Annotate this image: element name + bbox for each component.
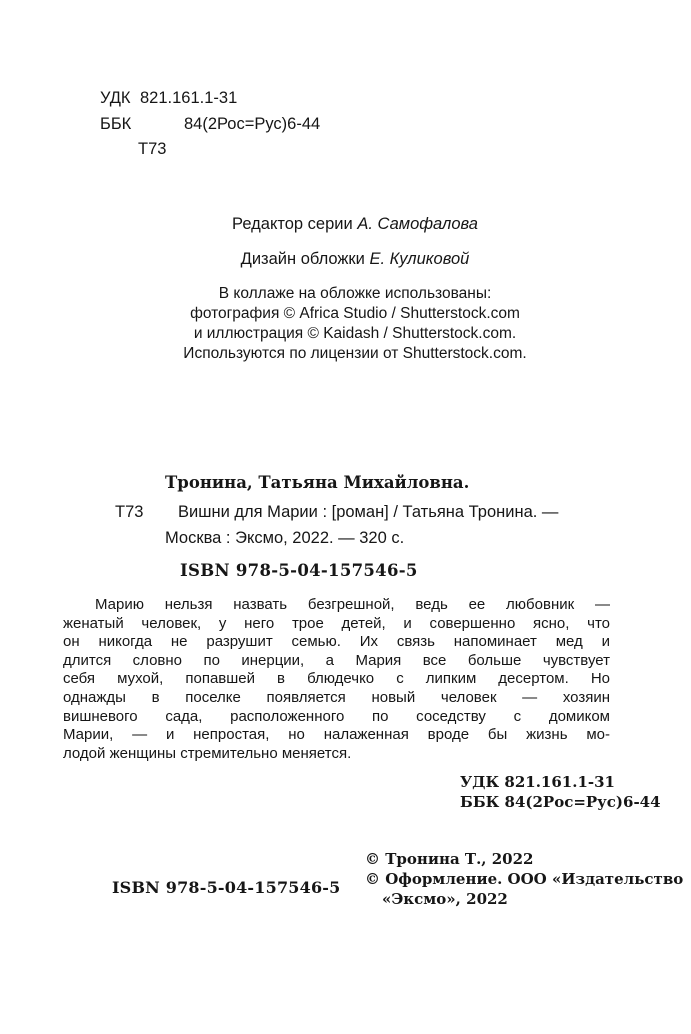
- annotation-line: женатый человек, у него трое детей, и совершенно ясно, что: [63, 614, 610, 632]
- author-heading: Тронина, Татьяна Михайловна.: [165, 473, 470, 492]
- collage-credit-line: и иллюстрация © Kaidash / Shutterstock.com.: [193, 325, 517, 342]
- annotation-line: лодой женщины стремительно меняется.: [63, 744, 352, 762]
- collage-credits-block: [25, 284, 685, 364]
- annotation-line: вишневого сада, расположенного по соседству с домиком: [63, 707, 610, 725]
- bbk-line: [100, 112, 320, 138]
- catalog-entry: [165, 500, 633, 551]
- author-sign: Т73: [138, 140, 167, 158]
- copyright-author-line: © Тронина Т., 2022: [365, 850, 534, 868]
- copyright-design-line: © Оформление. ООО «Издательство: [365, 870, 684, 888]
- series-editor-label: Редактор серии: [232, 215, 353, 233]
- series-editor-name: А. Самофалова: [357, 215, 478, 233]
- udk-label: УДК: [100, 89, 131, 107]
- cover-designer-name: Е. Куликовой: [369, 250, 470, 268]
- udk-bbk-right-block: [460, 772, 661, 812]
- udk-right-line: УДК 821.161.1-31: [460, 773, 615, 791]
- catalog-sign: Т73: [115, 503, 144, 521]
- credits-block: [25, 214, 685, 364]
- annotation-paragraph: [63, 596, 610, 763]
- annotation-line: он никогда не разрушит семью. Их связь напоминает мед и: [63, 633, 610, 651]
- footer-isbn: ISBN 978-5-04-157546-5: [112, 878, 341, 897]
- collage-credit-line: фотография © Africa Studio / Shutterstock.com: [190, 305, 520, 322]
- bbk-value: 84(2Рос=Рус)6-44: [184, 114, 321, 133]
- collage-credit-line: В коллаже на обложке использованы:: [218, 285, 492, 302]
- annotation-line: длится словно по инерции, а Мария все больше чувствует: [63, 651, 610, 669]
- bbk-right-line: ББК 84(2Рос=Рус)6-44: [460, 793, 661, 811]
- copyright-publisher-line: «Эксмо», 2022: [382, 890, 508, 908]
- isbn-heading: ISBN 978-5-04-157546-5: [180, 561, 418, 580]
- annotation-line: однажды в поселке появляется новый человек — хозяин: [63, 688, 610, 706]
- series-editor-line: [25, 214, 685, 235]
- udk-value: 821.161.1-31: [140, 89, 238, 107]
- catalog-entry-line: Москва : Эксмо, 2022. — 320 с.: [165, 528, 405, 547]
- top-classification-block: [100, 86, 320, 163]
- annotation-line: Марию нельзя назвать безгрешной, ведь ее любовник —: [95, 596, 610, 613]
- cover-designer-line: [25, 249, 685, 270]
- cover-design-label: Дизайн обложки: [240, 250, 365, 268]
- annotation-line: Марии, — и непростая, но налаженная вроде бы жизнь мо-: [63, 726, 610, 744]
- collage-credit-line: Используются по лицензии от Shutterstock.com.: [183, 345, 527, 362]
- bbk-label: ББК: [100, 114, 132, 133]
- catalog-entry-line: Вишни для Марии : [роман] / Татьяна Тронина. —: [178, 503, 559, 521]
- udk-line: [100, 86, 320, 112]
- annotation-line: себя мухой, попавшей в блюдечко с липким десертом. Но: [63, 670, 610, 688]
- copyright-block: [365, 849, 683, 909]
